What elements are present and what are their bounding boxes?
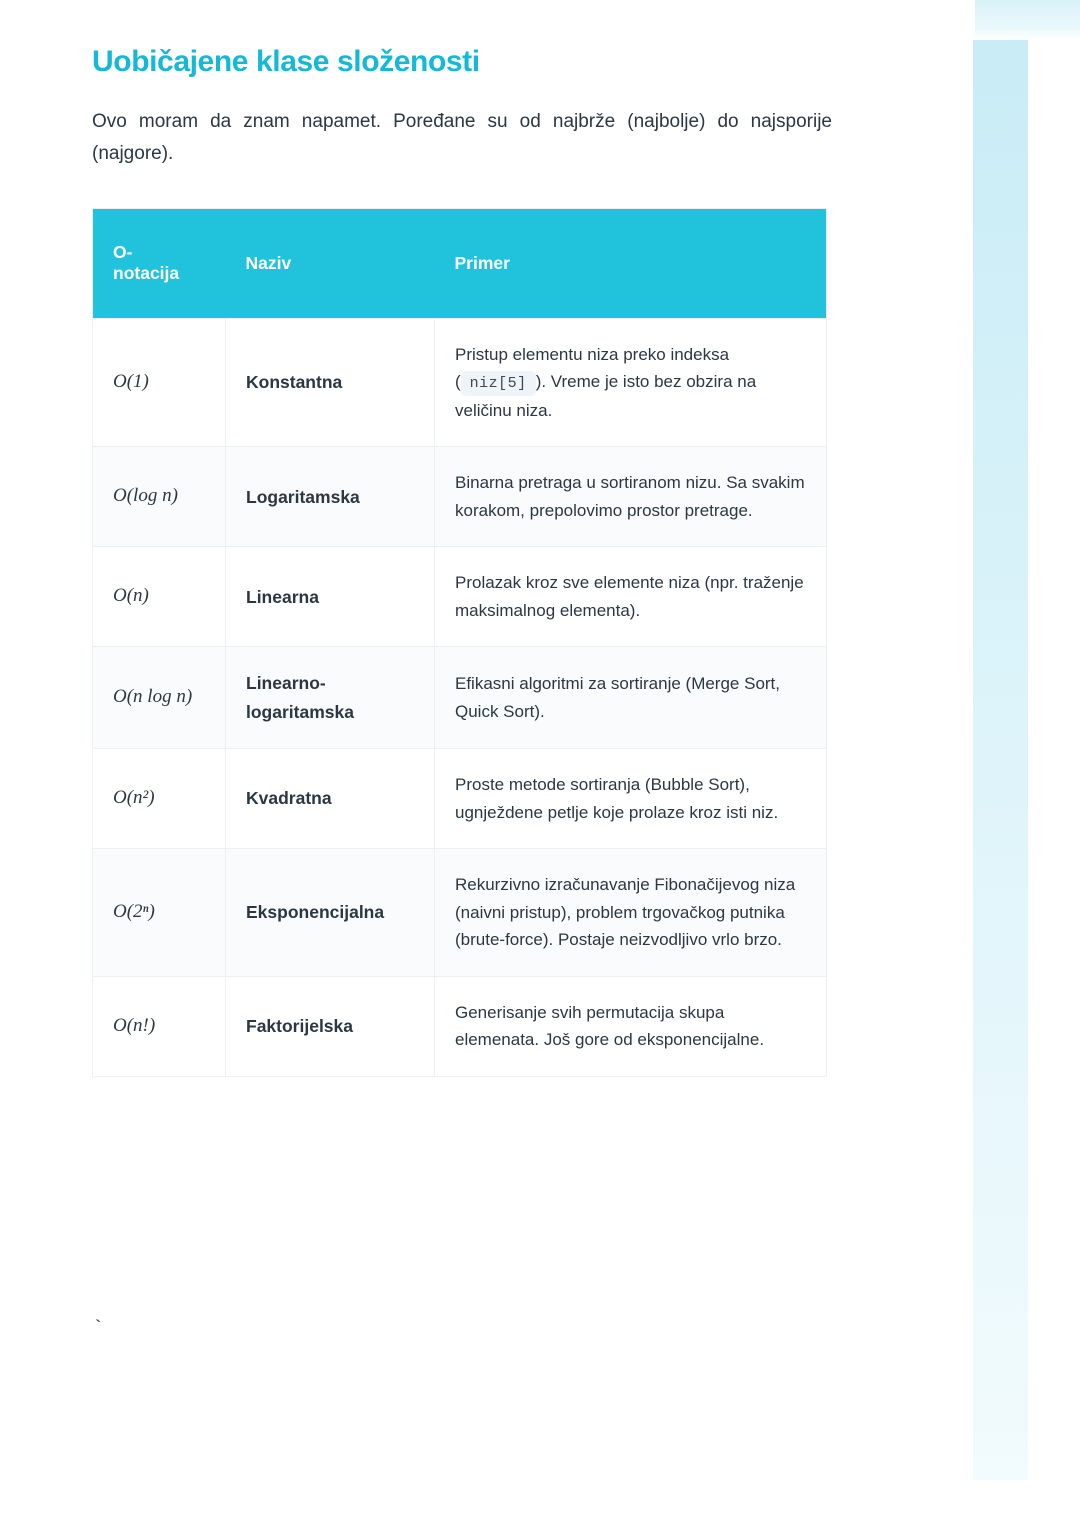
notation-value: O(n²)	[113, 787, 155, 809]
table-row	[93, 318, 827, 446]
table-row	[93, 547, 827, 647]
intro-paragraph: Ovo moram da znam napamet. Poređane su od najbrže (najbolje) do najsporije (najgore).	[92, 111, 832, 164]
cell-name: Eksponencijalna	[226, 849, 435, 977]
notation-value: O(2ⁿ)	[113, 900, 155, 922]
cell-name: Logaritamska	[226, 447, 435, 547]
cell-name: Linearno-logaritamska	[226, 647, 435, 749]
cell-name: Kvadratna	[226, 748, 435, 848]
cell-notation	[93, 976, 226, 1076]
cell-example: Prolazak kroz sve elemente niza (npr. traženje maksimalnog elementa).	[435, 547, 827, 647]
column-header-notation-line1: O-	[113, 242, 133, 263]
cell-example: Generisanje svih permutacija skupa elemenata. Još gore od eksponencijalne.	[435, 976, 827, 1076]
notation-value: O(n!)	[113, 1014, 156, 1036]
cell-name: Konstantna	[226, 318, 435, 446]
table-header-row	[93, 208, 827, 318]
notation-value: O(log n)	[113, 485, 178, 507]
page-title: Uobičajene klase složenosti	[92, 45, 480, 78]
cell-notation	[93, 647, 226, 749]
table-row	[93, 647, 827, 749]
decorative-side-strip	[975, 0, 1080, 40]
document-content	[92, 44, 834, 1077]
table-row	[93, 976, 827, 1076]
decorative-side-strip-inner	[973, 40, 1028, 1480]
column-header-name: Naziv	[226, 208, 435, 318]
cell-example: Binarna pretraga u sortiranom nizu. Sa svakim korakom, prepolovimo prostor pretrage.	[435, 447, 827, 547]
notation-value: O(1)	[113, 371, 149, 393]
stray-backtick-text: `	[92, 1318, 105, 1341]
cell-example: Proste metode sortiranja (Bubble Sort), ugnježdene petlje koje prolaze kroz isti niz.	[435, 748, 827, 848]
cell-name: Faktorijelska	[226, 976, 435, 1076]
notation-value: O(n log n)	[113, 686, 193, 708]
table-row	[93, 748, 827, 848]
notation-value: O(n)	[113, 585, 149, 607]
table-header	[93, 208, 827, 318]
cell-notation	[93, 547, 226, 647]
cell-notation	[93, 849, 226, 977]
complexity-classes-table	[92, 208, 827, 1077]
table-row	[93, 447, 827, 547]
cell-notation	[93, 447, 226, 547]
cell-notation	[93, 748, 226, 848]
cell-name: Linearna	[226, 547, 435, 647]
inline-code-snippet: niz[5]	[461, 371, 536, 396]
cell-notation	[93, 318, 226, 446]
cell-example: Rekurzivno izračunavanje Fibonačijevog niza (naivni pristup), problem trgovačkog putnika (brute-force). Postaje neizvodljivo vrlo brzo.	[435, 849, 827, 977]
example-text-before: Pristup elementu niza preko indeksa (	[455, 344, 730, 392]
column-header-notation	[93, 208, 226, 318]
column-header-notation-line2: notacija	[113, 263, 180, 284]
table-row	[93, 849, 827, 977]
example-text-after: ). Vreme je isto bez obzira na veličinu niza.	[455, 372, 757, 420]
cell-example: Efikasni algoritmi za sortiranje (Merge Sort, Quick Sort).	[435, 647, 827, 749]
column-header-example: Primer	[435, 208, 827, 318]
table-body	[93, 318, 827, 1076]
cell-example	[435, 318, 827, 446]
